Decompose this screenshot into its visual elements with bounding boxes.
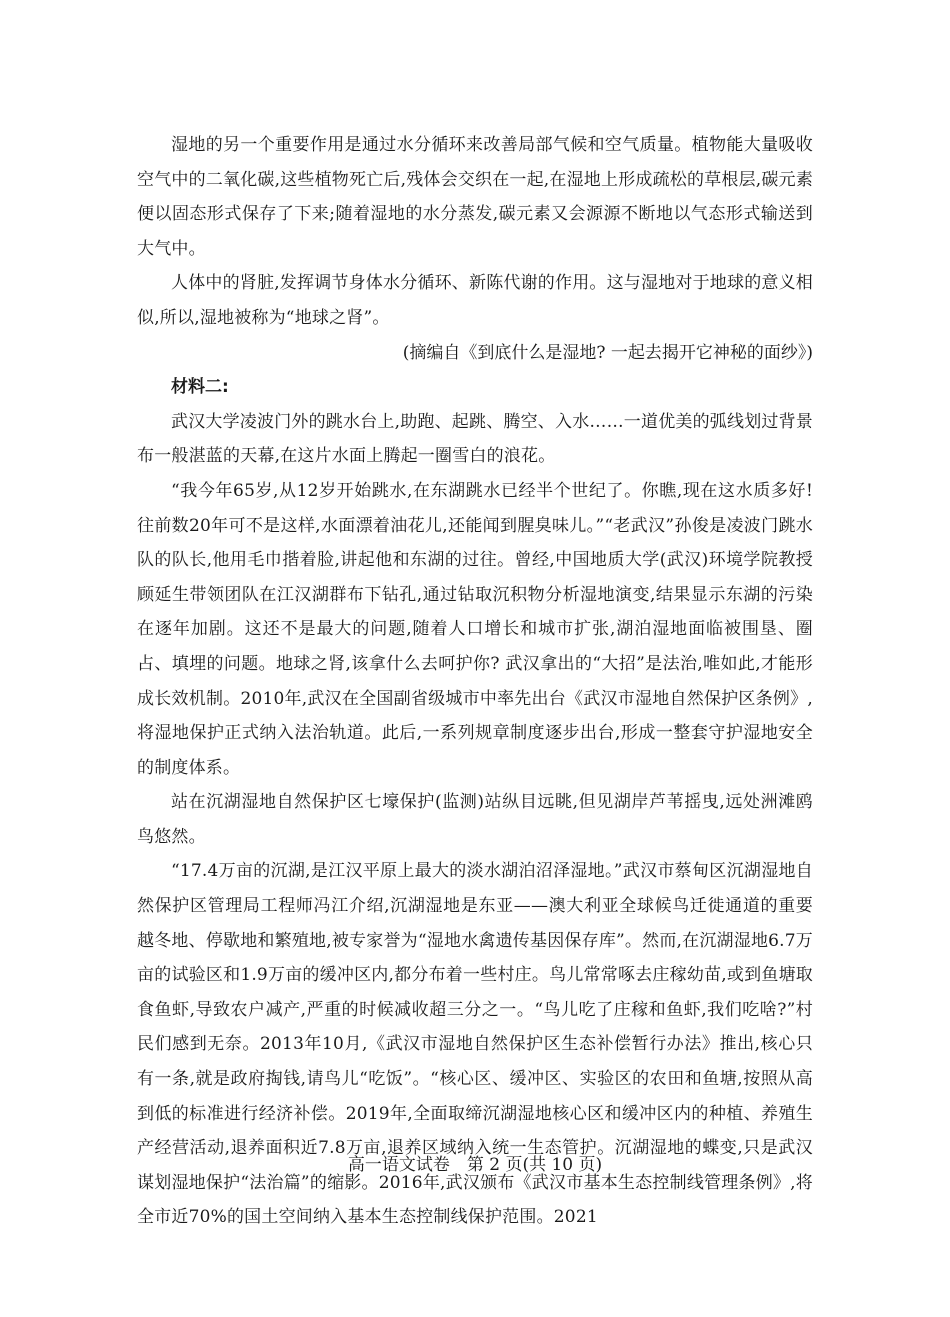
paragraph: 人体中的肾脏,发挥调节身体水分循环、新陈代谢的作用。这与湿地对于地球的意义相似,所以,湿地被称为“地球之肾”。: [137, 273, 814, 328]
paragraph: “我今年65岁,从12岁开始跳水,在东湖跳水已经半个世纪了。你瞧,现在这水质多好! 往前数20年可不是这样,水面漂着油花儿,还能闻到腥臭味儿。”“老武汉”孙俊是凌波门跳水队的队长,他用毛巾揩着脸,讲起他和东湖的过往。曾经,中国地质大学(武汉)环境学院教授顾延生带领团队在江汉湖群布下钻孔,通过钻取沉积物分析湿地演变,结果显示东湖的污染在逐年加剧。这还不是最大的问题,随着人口增长和城市扩张,湖泊湿地面临被围垦、圈占、填埋的问题。地球之肾,该拿什么去呵护你? 武汉拿出的“大招”是法治,唯如此,才能形成长效机制。2010年,武汉在全国副省级城市中率先出台《武汉市湿地自然保护区条例》,将湿地保护正式纳入法治轨道。此后,一系列规章制度逐步出台,形成一整套守护湿地安全的制度体系。: [137, 480, 813, 778]
paragraph: 武汉大学凌波门外的跳水台上,助跑、起跳、腾空、入水……一道优美的弧线划过背景布一般湛蓝的天幕,在这片水面上腾起一圈雪白的浪花。: [137, 411, 814, 467]
source-citation: (摘编自《到底什么是湿地? 一起去揭开它神秘的面纱》): [402, 342, 813, 363]
paragraph: 站在沉湖湿地自然保护区七壕保护(监测)站纵目远眺,但见湖岸芦苇摇曳,远处洲滩鸥鸟悠然。: [137, 792, 813, 847]
page-footer: 高一语文试卷 第 2 页(共 10 页): [347, 1155, 603, 1175]
paragraph: 湿地的另一个重要作用是通过水分循环来改善局部气候和空气质量。植物能大量吸收空气中的二氧化碳,这些植物死亡后,残体会交织在一起,在湿地上形成疏松的草根层,碳元素便以固态形式保存了下来;随着湿地的水分蒸发,碳元素又会源源不断地以气态形式输送到大气中。: [137, 135, 814, 259]
section-heading: 材料二:: [171, 377, 229, 398]
document-body: [137, 128, 813, 1235]
paragraph: “17.4万亩的沉湖,是江汉平原上最大的淡水湖泊沼泽湿地。”武汉市蔡甸区沉湖湿地自然保护区管理局工程师冯江介绍,沉湖湿地是东亚——澳大利亚全球候鸟迁徙通道的重要越冬地、停歇地和繁殖地,被专家誉为“湿地水禽遗传基因保存库”。然而,在沉湖湿地6.7万亩的试验区和1.9万亩的缓冲区内,都分布着一些村庄。鸟儿常常啄去庄稼幼苗,或到鱼塘取食鱼虾,导致农户减产,严重的时候减收超三分之一。“鸟儿吃了庄稼和鱼虾,我们吃啥?”村民们感到无奈。2013年10月,《武汉市湿地自然保护区生态补偿暂行办法》推出,核心只有一条,就是政府掏钱,请鸟儿“吃饭”。“核心区、缓冲区、实验区的农田和鱼塘,按照从高到低的标准进行经济补偿。2019年,全面取缔沉湖湿地核心区和缓冲区内的种植、养殖生产经营活动,退养面积近7.8万亩,退养区域纳入统一生态管护。沉湖湿地的蝶变,只是武汉谋划湿地保护“法治篇”的缩影。2016年,武汉颁布《武汉市基本生态控制线管理条例》,将全市近70%的国土空间纳入基本生态控制线保护范围。2021: [137, 861, 813, 1228]
